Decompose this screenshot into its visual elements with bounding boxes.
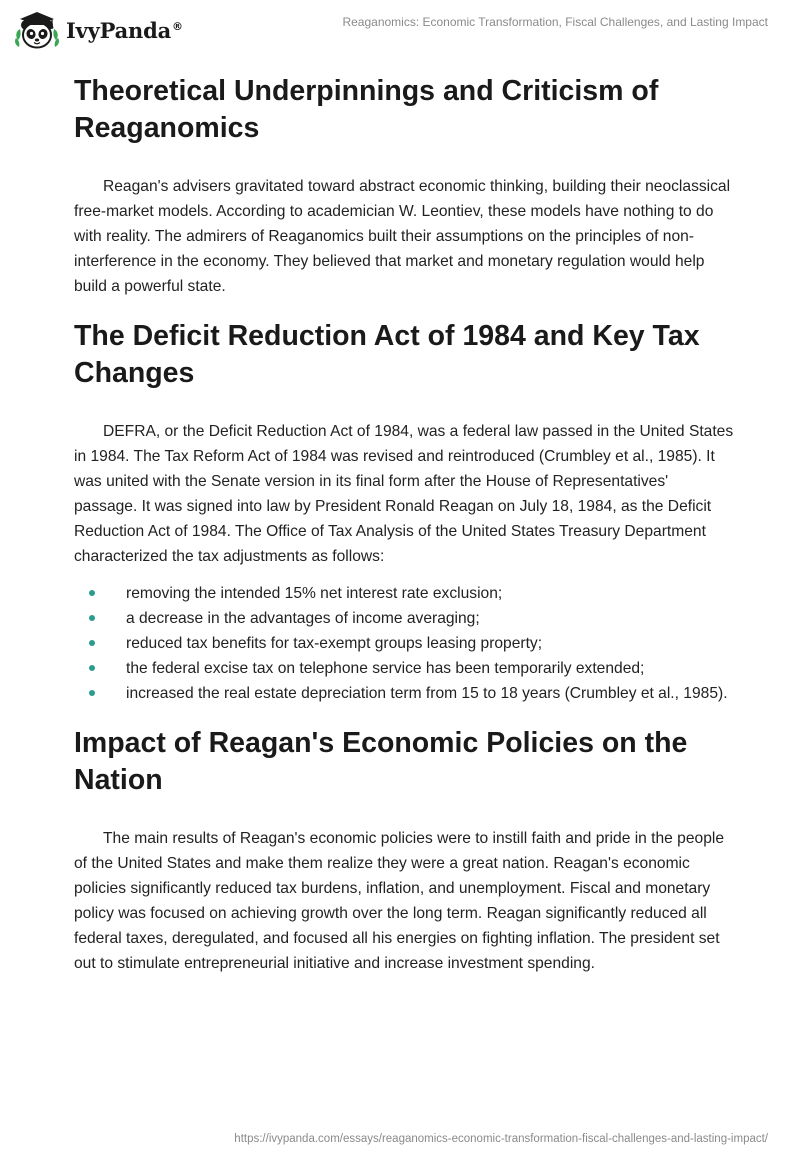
ivypanda-logo[interactable] [14,10,183,50]
list-item: increased the real estate depreciation term from 15 to 18 years (Crumbley et al., 1985). [74,681,734,706]
page-header [0,0,800,60]
source-url[interactable]: https://ivypanda.com/essays/reaganomics-economic-transformation-fiscal-challenges-and-lasting-impact/ [234,1133,768,1145]
list-item: removing the intended 15% net interest rate exclusion; [74,581,734,606]
essay-body [74,70,734,976]
tax-changes-list [74,581,734,706]
list-item: a decrease in the advantages of income averaging; [74,606,734,631]
list-item: reduced tax benefits for tax-exempt groups leasing property; [74,631,734,656]
panda-graduate-icon [14,10,60,50]
bullet-dot-icon [89,690,95,696]
bullet-dot-icon [89,640,95,646]
registered-mark: ® [172,19,183,33]
section-heading-impact-of-policies: Impact of Reagan's Economic Policies on the Nation [74,727,688,796]
bullet-dot-icon [89,665,95,671]
bullet-dot-icon [89,590,95,596]
bullet-dot-icon [89,615,95,621]
section-heading-theoretical-underpinnings: Theoretical Underpinnings and Criticism of Reaganomics [74,75,659,144]
list-item: the federal excise tax on telephone service has been temporarily extended; [74,656,734,681]
section-paragraph-theoretical-underpinnings: Reagan's advisers gravitated toward abstract economic thinking, building their neoclassical free-market models. According to academician W. Leontiev, these models have nothing to do with reality. The admirers of Reaganomics built their assumptions on the principles of non-interference in the economy. They believed that market and monetary regulation would help build a powerful state. [74,178,731,295]
section-heading-deficit-reduction-act: The Deficit Reduction Act of 1984 and Key Tax Changes [74,320,700,389]
section-paragraph-deficit-reduction-act: DEFRA, or the Deficit Reduction Act of 1984, was a federal law passed in the United States in 1984. The Tax Reform Act of 1984 was revised and reintroduced (Crumbley et al., 1985). It was united with the Senate version in its final form after the House of Representatives' passage. It was signed into law by President Ronald Reagan on July 18, 1984, as the Deficit Reduction Act of 1984. The Office of Tax Analysis of the United States Treasury Department characterized the tax adjustments as follows: [74,423,734,565]
brand-name: IvyPanda® [66,17,183,43]
document-title: Reaganomics: Economic Transformation, Fiscal Challenges, and Lasting Impact [342,15,768,29]
section-paragraph-impact-of-policies: The main results of Reagan's economic policies were to instill faith and pride in the people of the United States and make them realize they were a great nation. Reagan's economic policies significantly reduced tax burdens, inflation, and unemployment. Fiscal and monetary policy was focused on achieving growth over the long term. Reagan significantly reduced all federal taxes, deregulated, and focused all his energies on fighting inflation. The president set out to stimulate entrepreneurial initiative and increase investment spending. [74,830,725,972]
